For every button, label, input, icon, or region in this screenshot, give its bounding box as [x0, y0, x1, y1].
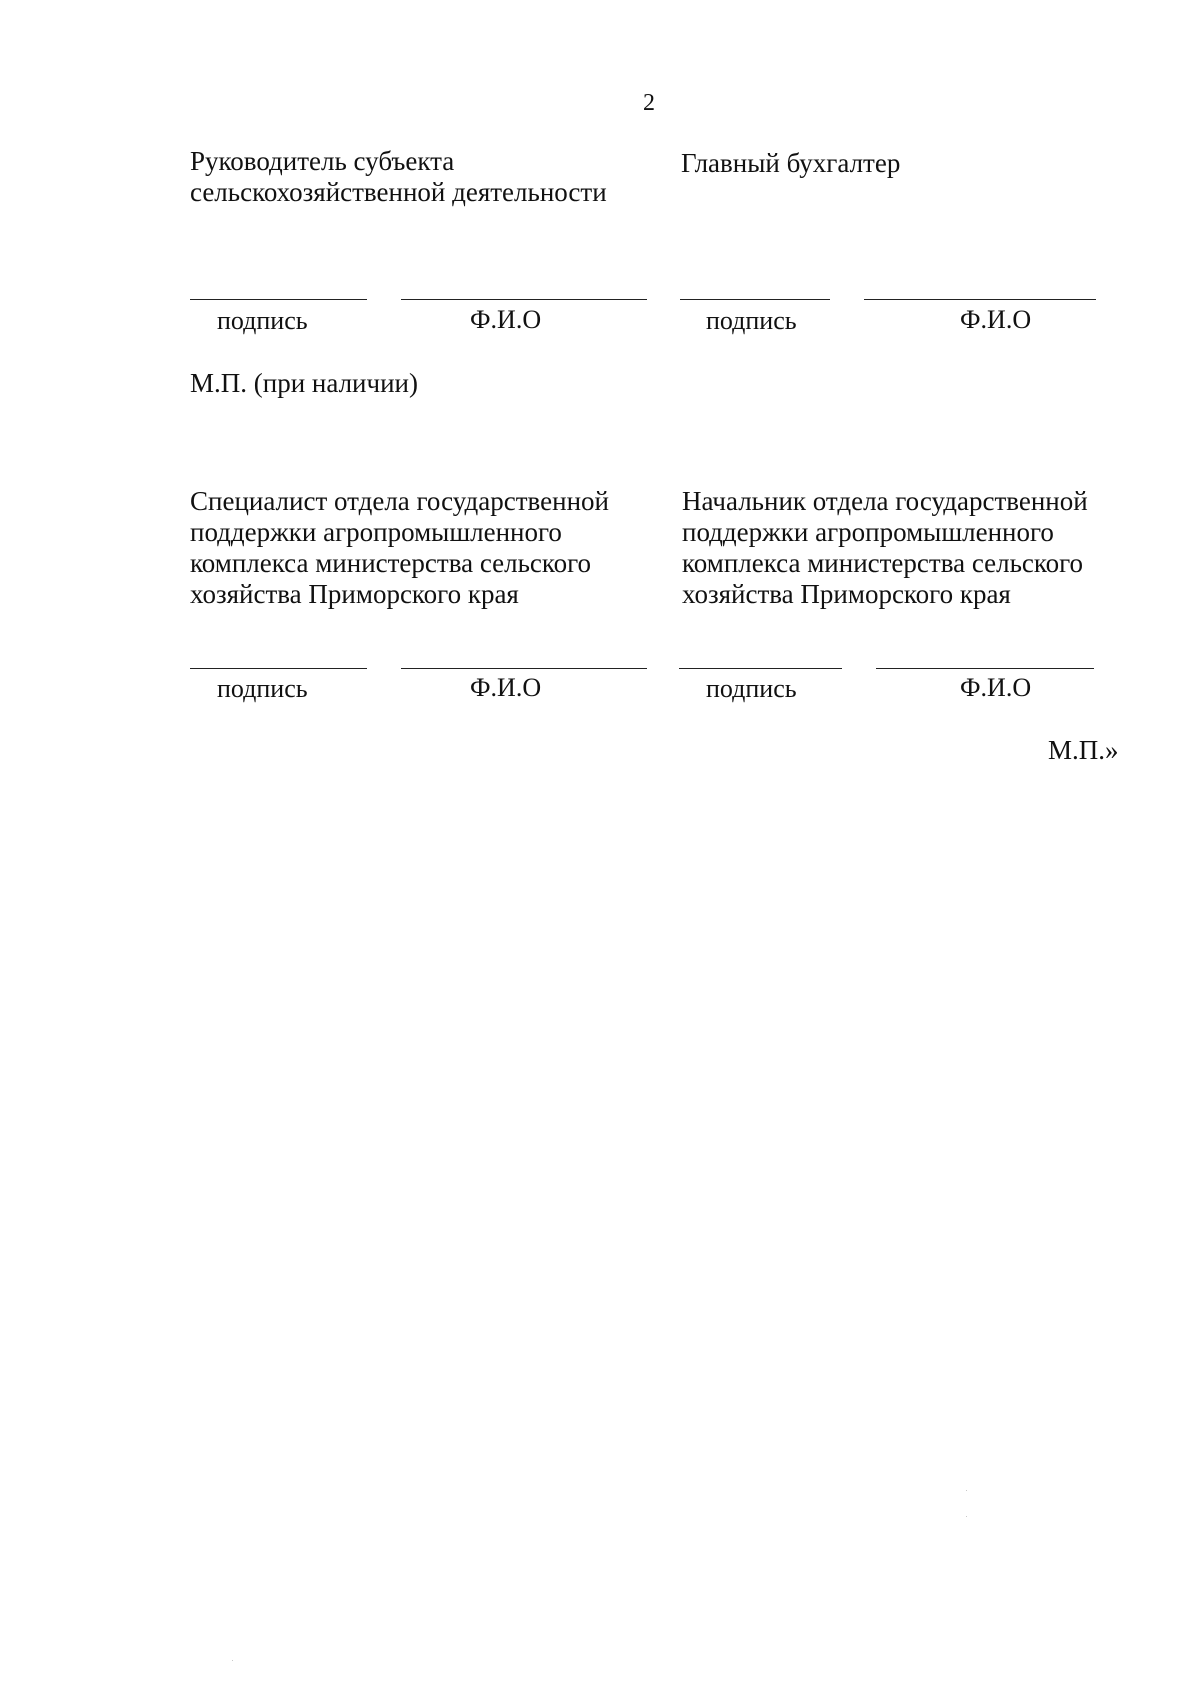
head-left-line: сельскохозяйственной деятельности [190, 177, 607, 207]
scan-speck [966, 1490, 967, 1491]
name-line [864, 299, 1096, 300]
specialist-line: Специалист отдела государственной [190, 486, 609, 516]
signature-caption: подпись [217, 306, 308, 335]
head-left-line: Руководитель субъекта [190, 146, 455, 176]
specialist-line: комплекса министерства сельского [190, 548, 592, 578]
chief-title [682, 486, 1088, 610]
signature-line [679, 668, 842, 669]
stamp-end: М.П.» [1048, 735, 1119, 765]
name-caption: Ф.И.О [470, 305, 542, 334]
head-left-title [190, 146, 607, 208]
chief-line: Начальник отдела государственной [682, 486, 1088, 516]
signature-caption: подпись [217, 674, 308, 703]
specialist-line: хозяйства Приморского края [190, 579, 519, 609]
chief-line: комплекса министерства сельского [682, 548, 1084, 578]
scan-speck [232, 1660, 233, 1661]
signature-caption: подпись [706, 674, 797, 703]
scan-speck [966, 1516, 967, 1517]
chief-line: хозяйства Приморского края [682, 579, 1011, 609]
head-right-line: Главный бухгалтер [681, 148, 901, 178]
name-line [401, 299, 647, 300]
signature-caption: подпись [706, 306, 797, 335]
signature-line [680, 299, 830, 300]
name-caption: Ф.И.О [470, 673, 542, 702]
head-right-title [681, 148, 900, 179]
signature-line [190, 668, 367, 669]
stamp-note: М.П. (при наличии) [190, 368, 418, 398]
page-number: 2 [643, 90, 655, 116]
name-caption: Ф.И.О [960, 673, 1032, 702]
specialist-title [190, 486, 609, 610]
signature-line [190, 299, 367, 300]
specialist-line: поддержки агропромышленного [190, 517, 562, 547]
name-line [876, 668, 1094, 669]
name-line [401, 668, 647, 669]
name-caption: Ф.И.О [960, 305, 1032, 334]
chief-line: поддержки агропромышленного [682, 517, 1054, 547]
